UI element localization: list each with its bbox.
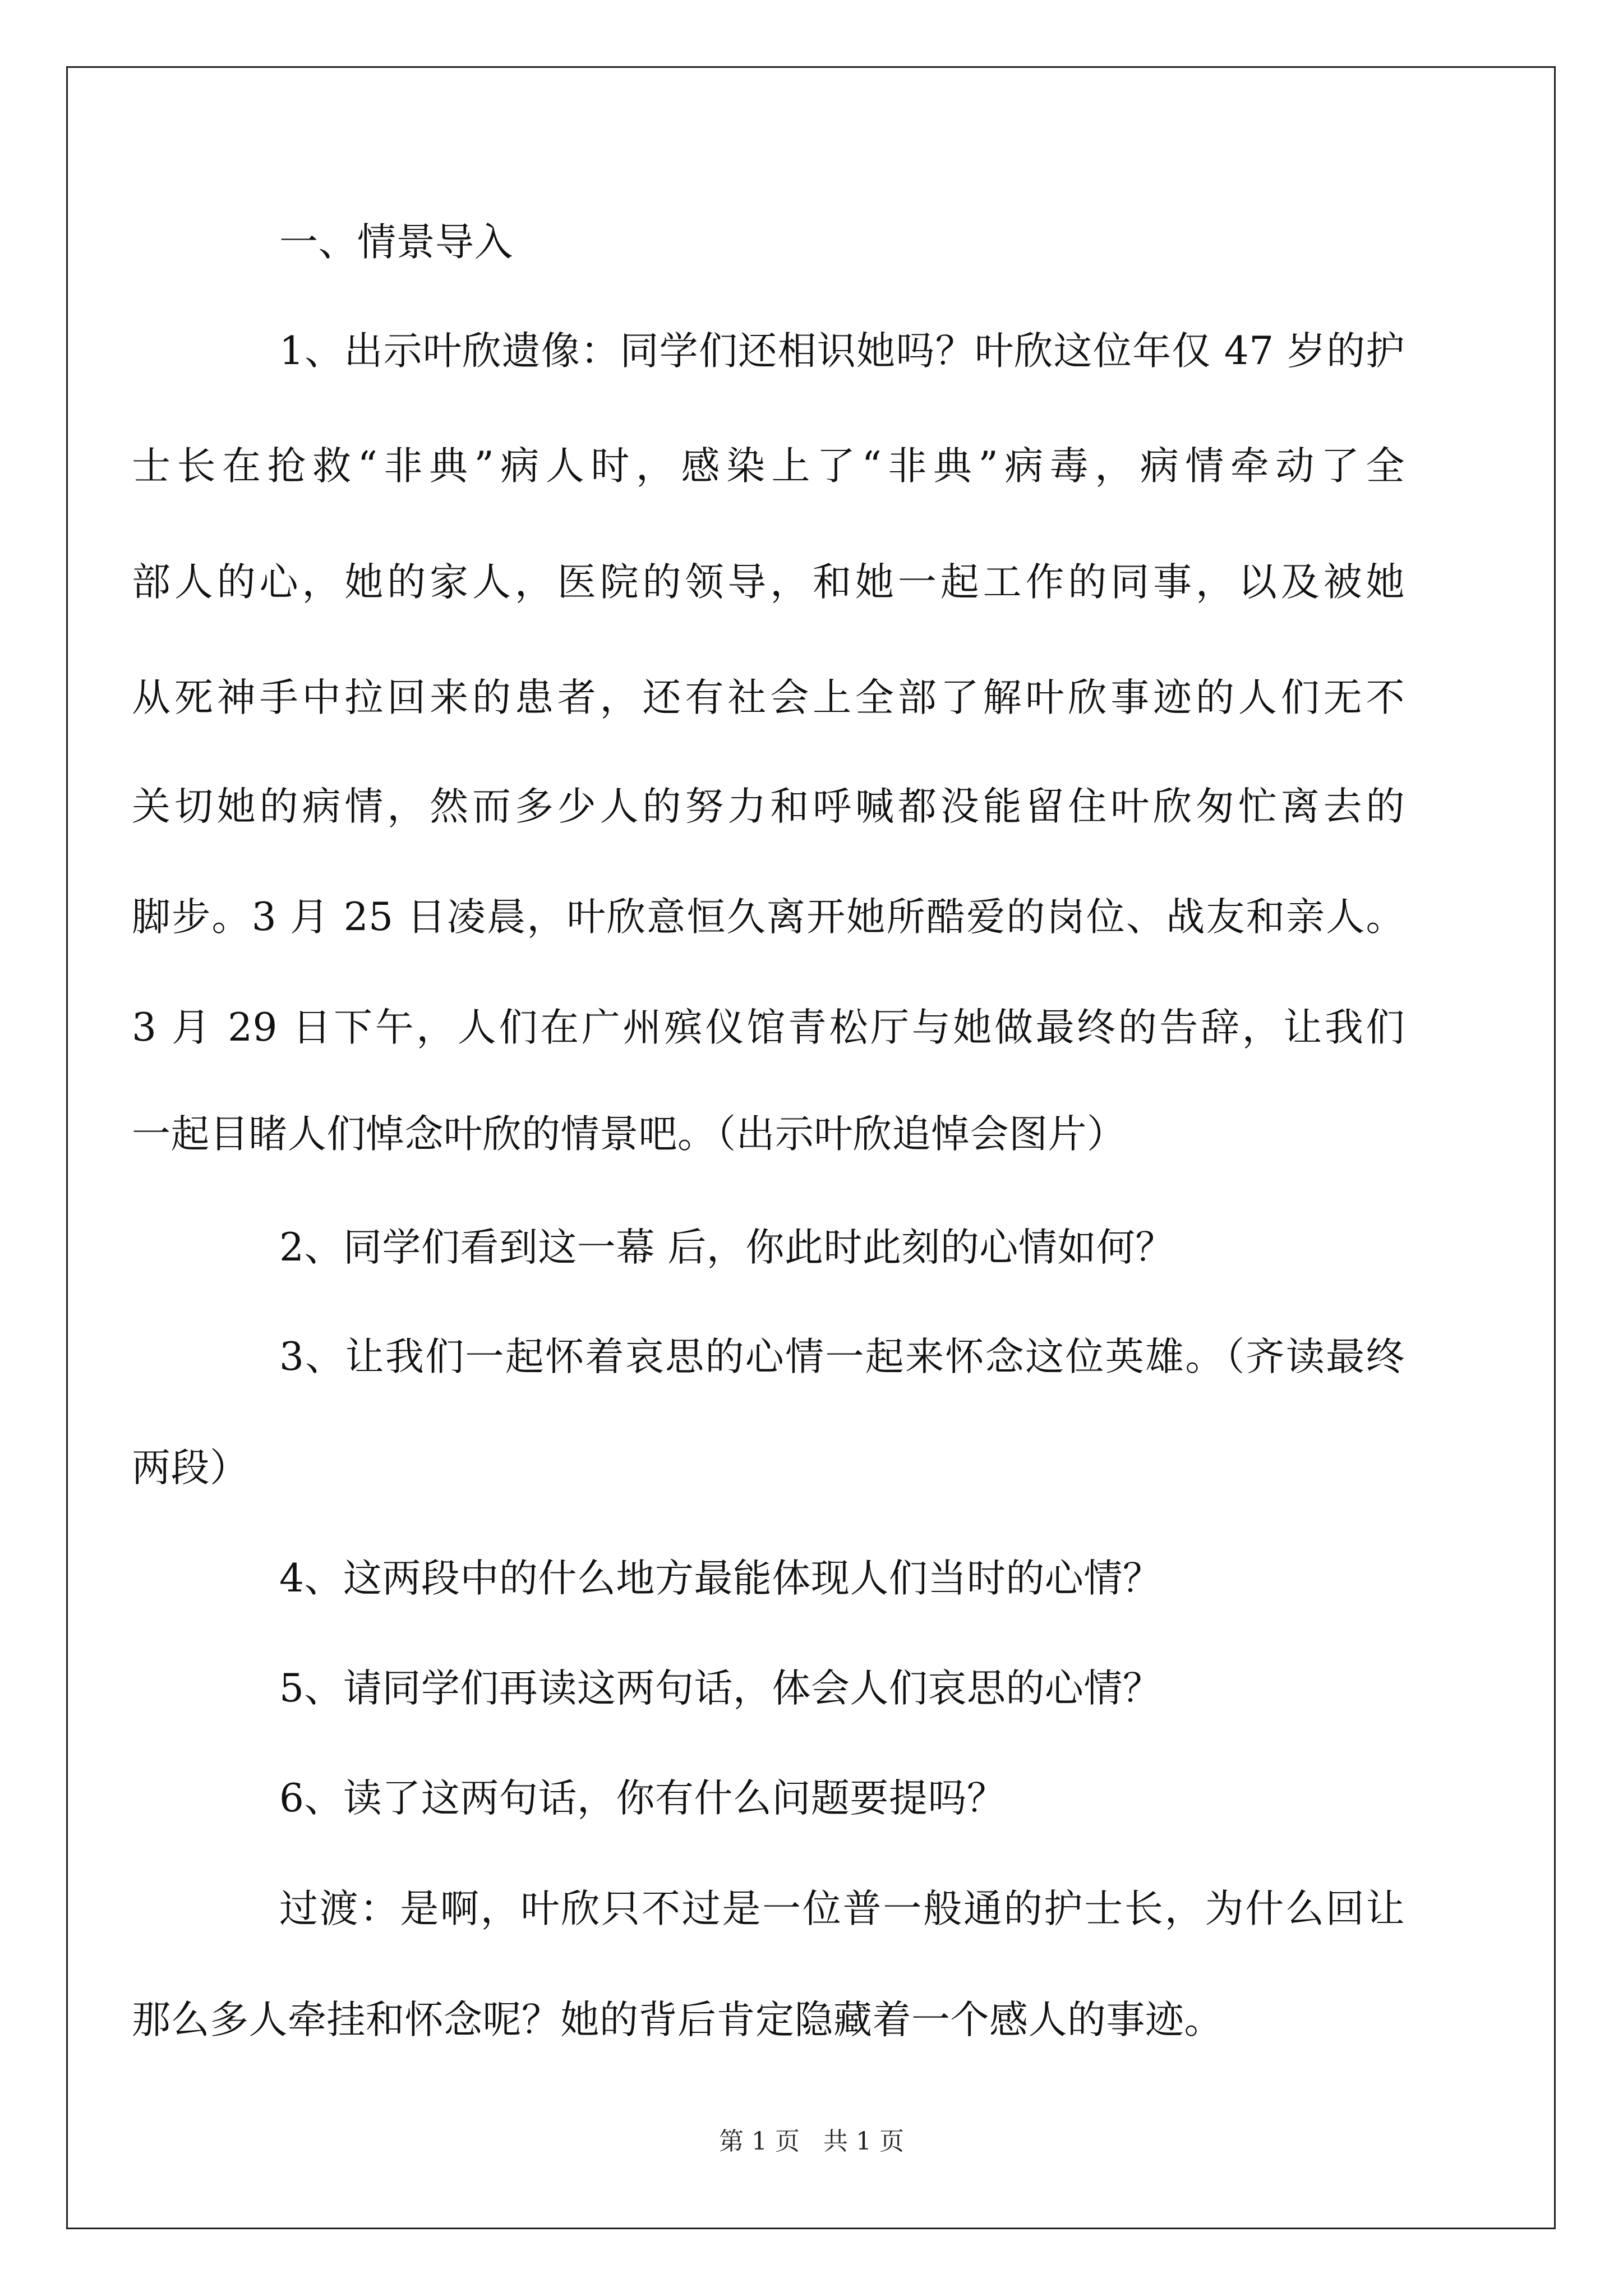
paragraph-line: 3 月 29 日下午，人们在广州殡仪馆青松厅与她做最终的告辞，让我们 bbox=[132, 1005, 1405, 1050]
paragraph-line: 1、出示叶欣遗像：同学们还相识她吗？叶欣这位年仅 47 岁的护 bbox=[279, 329, 1405, 374]
paragraph-line: 4、这两段中的什么地方最能体现人们当时的心情？ bbox=[279, 1556, 1162, 1601]
section-heading: 一、情景导入 bbox=[279, 220, 513, 265]
paragraph-line: 两段） bbox=[132, 1446, 249, 1490]
paragraph-line: 从死神手中拉回来的患者，还有社会上全部了解叶欣事迹的人们无不 bbox=[132, 675, 1405, 720]
paragraph-line: 部人的心，她的家人，医院的领导，和她一起工作的同事，以及被她 bbox=[132, 560, 1405, 605]
paragraph-line: 5、请同学们再读这两句话，体会人们哀思的心情？ bbox=[279, 1666, 1162, 1711]
paragraph-line: 3、让我们一起怀着哀思的心情一起来怀念这位英雄。（齐读最终 bbox=[279, 1335, 1405, 1379]
paragraph-line: 过渡：是啊，叶欣只不过是一位普一般通的护士长，为什么回让 bbox=[279, 1887, 1405, 1931]
paragraph-line: 2、同学们看到这一幕 后，你此时此刻的心情如何？ bbox=[279, 1225, 1174, 1270]
paragraph-line: 那么多人牵挂和怀念呢？她的背后肯定隐藏着一个感人的事迹。 bbox=[132, 1998, 1223, 2042]
paragraph-line: 一起目睹人们悼念叶欣的情景吧。（出示叶欣追悼会图片） bbox=[132, 1112, 1126, 1157]
paragraph-line: 6、读了这两句话，你有什么问题要提吗？ bbox=[279, 1776, 1006, 1821]
paragraph-line: 士长在抢救“非典”病人时，感染上了“非典”病毒，病情牵动了全 bbox=[132, 444, 1405, 489]
paragraph-line: 关切她的病情，然而多少人的努力和呼喊都没能留住叶欣匆忙离去的 bbox=[132, 784, 1405, 829]
paragraph-line: 脚步。3 月 25 日凌晨，叶欣意恒久离开她所酷爱的岗位、战友和亲人。 bbox=[132, 895, 1405, 940]
page-footer: 第 1 页 共 1 页 bbox=[719, 2127, 904, 2156]
